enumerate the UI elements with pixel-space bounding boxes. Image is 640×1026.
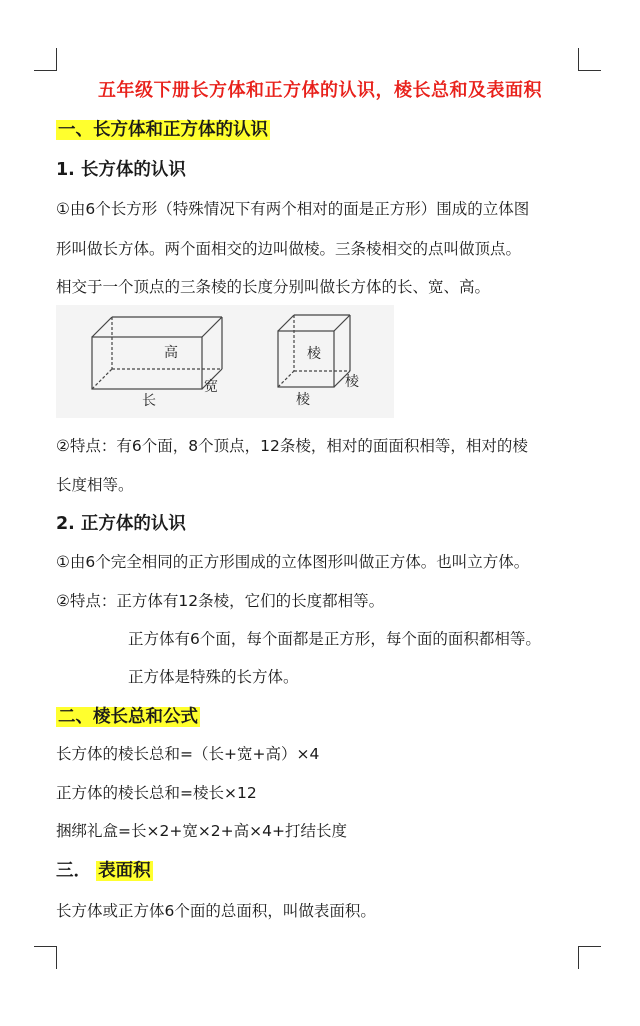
paragraph-line: 相交于一个顶点的三条棱的长度分别叫做长方体的长、宽、高。 bbox=[56, 278, 491, 296]
subsection1-heading: 1. 长方体的认识 bbox=[56, 160, 186, 180]
paragraph-line: 正方体是特殊的长方体。 bbox=[128, 668, 299, 686]
paragraph-line: 长度相等。 bbox=[56, 476, 134, 494]
cuboid-width-label: 宽 bbox=[204, 379, 218, 395]
cube-edge-label-bottom: 棱 bbox=[296, 392, 310, 408]
cuboid-drawing bbox=[92, 317, 222, 389]
crop-mark-bottom-right bbox=[578, 946, 601, 969]
cuboid-height-label: 高 bbox=[164, 345, 178, 361]
page-title: 五年级下册长方体和正方体的认识，棱长总和及表面积 bbox=[98, 80, 542, 101]
section2-heading-wrap bbox=[56, 703, 200, 728]
cube-edge-label-right: 棱 bbox=[345, 374, 359, 390]
cube-edge-label-top: 棱 bbox=[307, 346, 321, 362]
cuboid-cube-figure bbox=[56, 305, 394, 418]
formula-line: 捆绑礼盒=长×2+宽×2+高×4+打结长度 bbox=[56, 822, 347, 840]
section3-prefix: 三． bbox=[56, 861, 91, 881]
crop-mark-bottom-left bbox=[34, 946, 57, 969]
section3-heading: 表面积 bbox=[98, 861, 151, 881]
paragraph-line: ②特点：有6个面，8个顶点，12条棱，相对的面面积相等，相对的棱 bbox=[56, 437, 528, 455]
formula-line: 正方体的棱长总和=棱长×12 bbox=[56, 784, 257, 802]
paragraph-line: ①由6个长方形（特殊情况下有两个相对的面是正方形）围成的立体图 bbox=[56, 200, 530, 218]
section1-heading: 一、长方体和正方体的认识 bbox=[58, 120, 268, 140]
cuboid-length-label: 长 bbox=[142, 393, 156, 409]
paragraph-line: 正方体有6个面，每个面都是正方形，每个面的面积都相等。 bbox=[128, 630, 541, 648]
section3-heading-wrap bbox=[56, 857, 153, 882]
paragraph-line: ①由6个完全相同的正方形围成的立体图形叫做正方体。也叫立方体。 bbox=[56, 553, 530, 571]
figure-svg bbox=[56, 305, 394, 418]
subsection2-heading: 2. 正方体的认识 bbox=[56, 514, 186, 534]
section2-heading: 二、棱长总和公式 bbox=[58, 707, 198, 727]
formula-line: 长方体的棱长总和=（长+宽+高）×4 bbox=[56, 745, 320, 763]
paragraph-line: 长方体或正方体6个面的总面积，叫做表面积。 bbox=[56, 902, 376, 920]
section1-heading-wrap bbox=[56, 116, 270, 141]
paragraph-line: 形叫做长方体。两个面相交的边叫做棱。三条棱相交的点叫做顶点。 bbox=[56, 240, 522, 258]
crop-mark-top-left bbox=[34, 48, 57, 71]
crop-mark-top-right bbox=[578, 48, 601, 71]
paragraph-line: ②特点：正方体有12条棱，它们的长度都相等。 bbox=[56, 592, 385, 610]
